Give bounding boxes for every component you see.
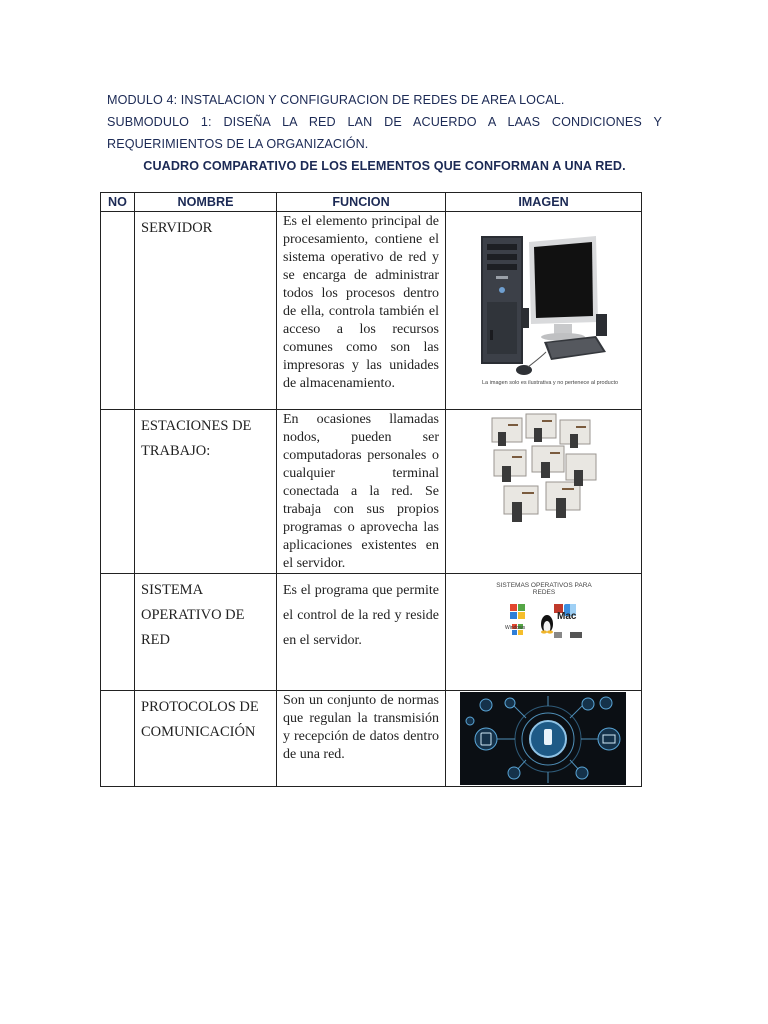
network-os-logos-image [446,574,642,690]
element-image-cell [446,691,642,787]
element-function-text: En ocasiones llamadas nodos, pueden ser computadoras personales o cualquier terminal conectada a la red. Se trabaja con sus propios programas o aprovecha las aplicaciones existentes en el servidor. [283,412,439,571]
network-protocols-image [446,691,642,786]
element-function [277,691,446,787]
element-name-text: PROTOCOLOS DE COMUNICACIÓN [141,699,259,740]
element-name-text: SERVIDOR [141,220,213,236]
submodule-heading-cont: REQUERIMIENTOS DE LA ORGANIZACIÓN. [107,137,369,151]
element-name [135,574,277,691]
column-header-nombre: NOMBRE [135,193,277,212]
table-row [101,691,642,787]
element-name [135,410,277,574]
column-header-funcion: FUNCION [277,193,446,212]
windows-label: Windows [505,625,526,631]
element-name [135,691,277,787]
submodule-heading: SUBMODULO 1: DISEÑA LA RED LAN DE ACUERDO A LAAS CONDICIONES Y [107,115,662,129]
table-row [101,212,642,410]
table-header-row [101,193,642,212]
element-name-text: SISTEMA OPERATIVO DE RED [141,582,245,648]
table-row [101,410,642,574]
element-function [277,574,446,691]
image-caption: La imagen solo es ilustrativa y no pertenece al producto [482,380,619,386]
os-image-title-line1: SISTEMAS OPERATIVOS PARA [496,582,592,589]
element-function [277,410,446,574]
element-image-cell [446,574,642,691]
element-name-text: ESTACIONES DE TRABAJO: [141,418,252,459]
element-function-text: Son un conjunto de normas que regulan la transmisión y recepción de datos dentro de una red. [283,693,439,762]
document-title: CUADRO COMPARATIVO DE LOS ELEMENTOS QUE CONFORMAN A UNA RED. [143,159,626,173]
element-image-cell [446,410,642,574]
os-image-title-line2: REDES [532,589,556,596]
table-row [101,574,642,691]
element-function-text: Es el elemento principal de procesamiento, contiene el sistema operativo de red y se encarga de administrar todos los procesos dentro de ella, controla también el acceso a los recursos comunes como son las impresoras y las unidades de almacenamiento. [283,214,439,391]
row-number [101,410,135,574]
element-function [277,212,446,410]
row-number [101,574,135,691]
element-function-text: Es el programa que permite el control de la red y reside en el servidor. [283,583,439,648]
row-number [101,691,135,787]
module-heading: MODULO 4: INSTALACION Y CONFIGURACION DE REDES DE AREA LOCAL. [107,93,565,107]
element-image-cell [446,212,642,410]
element-name [135,212,277,410]
column-header-no: NO [101,193,135,212]
mac-label: Mac [557,611,577,622]
row-number [101,212,135,410]
column-header-imagen: IMAGEN [446,193,642,212]
workstation-cubicles-image [446,410,642,570]
comparison-table [100,192,642,787]
